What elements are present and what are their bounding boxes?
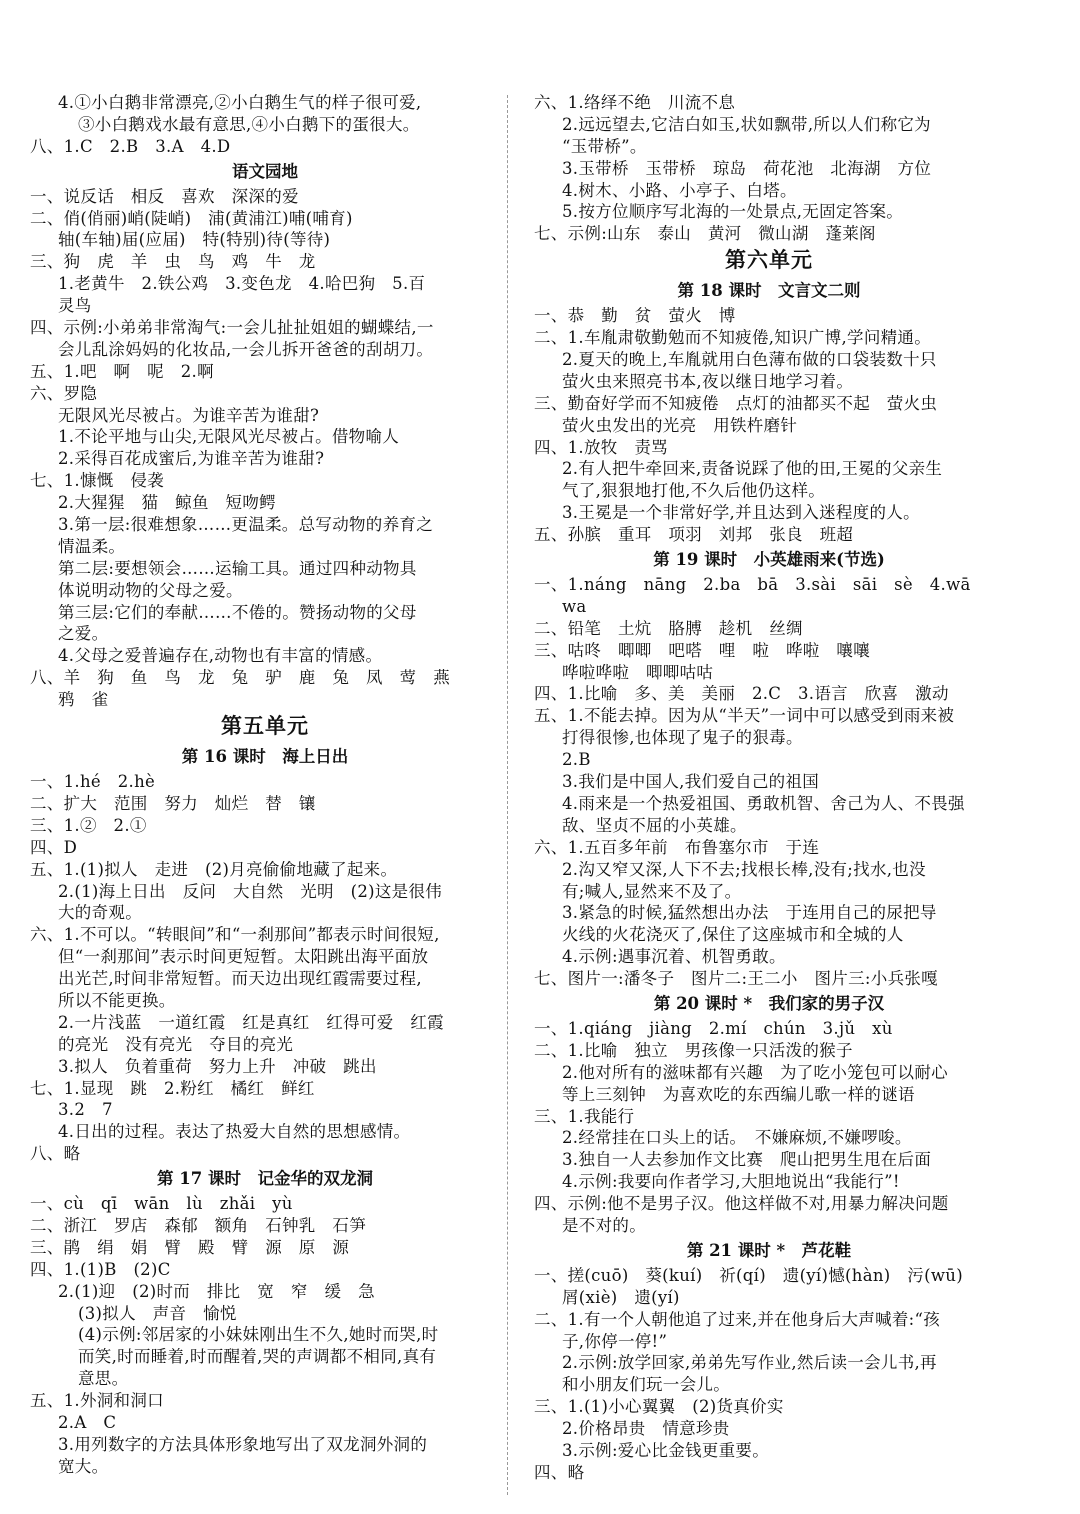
answer-line: 4.树木、小路、小亭子、白塔。	[562, 180, 797, 200]
answer-line: 3.独自一人去参加作文比赛 爬山把男生甩在后面	[562, 1150, 932, 1170]
answer-line: 二、铅笔 土炕 胳膊 趁机 丝绸	[534, 618, 803, 638]
answer-line: 一、恭 勤 贫 萤火 博	[534, 306, 736, 326]
answer-line: 之爱。	[58, 624, 109, 644]
answer-line: 八、羊 狗 鱼 鸟 龙 兔 驴 鹿 兔 凤 莺 燕	[30, 668, 450, 688]
answer-line: 三、1.② 2.①	[30, 815, 147, 835]
answer-line: 二、俏(俏丽)峭(陡峭) 浦(黄浦江)哺(哺育)	[30, 208, 353, 228]
answer-line: 五、孙膑 重耳 项羽 刘邦 张良 班超	[534, 525, 854, 545]
answer-line: 二、1.车胤肃敬勤勉而不知疲倦,知识广博,学问精通。	[534, 328, 932, 348]
answer-line: 四、示例:他不是男子汉。他这样做不对,用暴力解决问题	[534, 1194, 949, 1214]
answer-line: 和小朋友们玩一会儿。	[562, 1375, 730, 1395]
answer-line: 4.雨来是一个热爱祖国、勇敢机智、舍己为人、不畏强	[562, 793, 965, 813]
answer-line: 3.拟人 负着重荷 努力上升 冲破 跳出	[58, 1056, 377, 1076]
answer-line: 第三层:它们的奉献……不倦的。赞扬动物的父母	[58, 602, 417, 622]
answer-line: 2.远远望去,它洁白如玉,状如飘带,所以人们称它为	[562, 114, 931, 134]
answer-line: 五、1.吧 啊 呢 2.啊	[30, 361, 214, 381]
answer-line: 二、1.有一个人朝他追了过来,并在他身后大声喊着:“孩	[534, 1309, 941, 1329]
answer-line: 四、1.比喻 多、美 美丽 2.C 3.语言 欣喜 激动	[534, 684, 949, 704]
answer-line: 二、1.比喻 独立 男孩像一只活泼的猴子	[534, 1040, 853, 1060]
answer-line: 会儿乱涂妈妈的化妆品,一会儿拆开爸爸的刮胡刀。	[58, 339, 434, 359]
answer-line: 3.用列数字的方法具体形象地写出了双龙洞外洞的	[58, 1434, 428, 1454]
answer-line: 4.示例:遇事沉着、机智勇敢。	[562, 947, 786, 967]
answer-line: 气了,狠狠地打他,不久后他仍这样。	[562, 481, 826, 501]
answer-line: 八、略	[30, 1144, 81, 1164]
answer-line: 二、扩大 范围 努力 灿烂 替 镶	[30, 793, 316, 813]
answer-line: 七、示例:山东 泰山 黄河 微山湖 蓬莱阁	[534, 224, 876, 244]
answer-line: 4.示例:我要向作者学习,大胆地说出“我能行”!	[562, 1172, 900, 1192]
section-heading: 第 19 课时 小英雄雨来(节选)	[653, 550, 885, 570]
answer-line: 七、图片一:潘冬子 图片二:王二小 图片三:小兵张嘎	[534, 969, 938, 989]
answer-line: 等上三刻钟 为喜欢吃的东西编儿歌一样的谜语	[562, 1084, 915, 1104]
answer-line: 无限风光尽被占。为谁辛苦为谁甜?	[58, 405, 320, 425]
left-column	[30, 92, 500, 1478]
answer-line: 出光芒,时间非常短暂。而天边出现红霞需要过程,	[58, 969, 422, 989]
answer-line: 3.王冕是一个非常好学,并且达到入迷程度的人。	[562, 503, 920, 523]
section-heading: 第 17 课时 记金华的双龙洞	[157, 1169, 373, 1189]
answer-line: 3.示例:爱心比金钱更重要。	[562, 1440, 770, 1460]
answer-line: 六、罗隐	[30, 383, 98, 403]
answer-line: 3.2 7	[58, 1100, 113, 1120]
answer-line: 3.第一层:很难想象……更温柔。总写动物的养育之	[58, 515, 434, 535]
answer-line: 四、略	[534, 1462, 585, 1482]
answer-line: 2.采得百花成蜜后,为谁辛苦为谁甜?	[58, 449, 325, 469]
answer-line: 八、1.C 2.B 3.A 4.D	[30, 136, 231, 156]
answer-line: 萤火虫来照亮书本,夜以继日地学习着。	[562, 371, 854, 391]
answer-line: 一、cù qī wān lù zhǎi yù	[30, 1194, 293, 1214]
answer-line: 3.玉带桥 玉带桥 琼岛 荷花池 北海湖 方位	[562, 158, 932, 178]
answer-line: 5.按方位顺序写北海的一处景点,无固定答案。	[562, 202, 904, 222]
unit-heading: 第六单元	[725, 247, 813, 273]
answer-line: 四、1.放牧 责骂	[534, 437, 668, 457]
answer-line: 五、1.(1)拟人 走进 (2)月亮偷偷地藏了起来。	[30, 859, 398, 879]
answer-line: 五、1.外洞和洞口	[30, 1391, 164, 1411]
answer-line: 六、1.络绎不绝 川流不息	[534, 93, 736, 112]
answer-line: 情温柔。	[58, 536, 126, 556]
answer-line: 1.不论平地与山尖,无限风光尽被占。借物喻人	[58, 427, 400, 447]
answer-line: 2.(1)海上日出 反问 大自然 光明 (2)这是很伟	[58, 881, 443, 901]
answer-line: 意思。	[78, 1369, 129, 1389]
answer-line: 七、1.显现 跳 2.粉红 橘红 鲜红	[30, 1078, 315, 1098]
answer-line: 敌、坚贞不屈的小英雄。	[562, 815, 747, 835]
section-heading: 第 20 课时 * 我们家的男子汉	[653, 993, 885, 1013]
answer-line: 2.一片浅蓝 一道红霞 红是真红 红得可爱 红霞	[58, 1012, 444, 1032]
answer-line: 所以不能更换。	[58, 990, 176, 1010]
answer-line: ③小白鹅戏水最有意思,④小白鹅下的蛋很大。	[78, 114, 420, 134]
answer-line: 4.父母之爱普遍存在,动物也有丰富的情感。	[58, 646, 383, 666]
answer-line: 2.他对所有的滋味都有兴趣 为了吃小笼包可以耐心	[562, 1062, 948, 1082]
answer-line: wa	[562, 596, 587, 616]
column-divider	[507, 95, 508, 1495]
answer-line: 4.①小白鹅非常漂亮,②小白鹅生气的样子很可爱,	[58, 93, 422, 112]
answer-line: 一、1.hé 2.hè	[30, 772, 156, 792]
answer-line: 是不对的。	[562, 1215, 646, 1235]
answer-line: 四、D	[30, 837, 78, 857]
section-heading: 第 18 课时 文言文二则	[677, 281, 861, 301]
answer-line: 四、1.(1)B (2)C	[30, 1259, 171, 1279]
answer-line: 三、勤奋好学而不知疲倦 点灯的油都买不起 萤火虫	[534, 393, 938, 413]
answer-line: 灵鸟	[58, 296, 92, 316]
answer-line: 三、狗 虎 羊 虫 鸟 鸡 牛 龙	[30, 252, 316, 272]
answer-line: 四、示例:小弟弟非常淘气:一会儿扯扯姐姐的蝴蝶结,一	[30, 318, 434, 338]
answer-line: 但“一刹那间”表示时间更短暂。太阳跳出海平面放	[58, 947, 429, 967]
answer-line: 火线的火花浇灭了,保住了这座城市和全城的人	[562, 925, 904, 945]
answer-line: 六、1.不可以。“转眼间”和“一刹那间”都表示时间很短,	[30, 925, 440, 945]
answer-line: 2.有人把牛牵回来,责备说踩了他的田,王冕的父亲生	[562, 459, 943, 479]
section-heading: 第 16 课时 海上日出	[181, 747, 349, 767]
answer-line: 三、1.(1)小心翼翼 (2)货真价实	[534, 1397, 784, 1417]
answer-line: 打得很惨,也体现了鬼子的狠毒。	[562, 728, 803, 748]
answer-line: “玉带桥”。	[562, 136, 647, 156]
answer-line: 轴(车轴)届(应届) 特(特别)待(等待)	[58, 230, 331, 250]
answer-line: 三、咕咚 唧唧 吧嗒 哩 啦 哗啦 嚷嚷	[534, 640, 870, 660]
answer-line: 屑(xiè) 遗(yí)	[562, 1287, 680, 1307]
answer-line: 子,你停一停!”	[562, 1331, 668, 1351]
answer-line: 2.经常挂在口头上的话。 不嫌麻烦,不嫌啰唆。	[562, 1128, 912, 1148]
answer-line: 一、搓(cuō) 葵(kuí) 祈(qí) 遗(yí)憾(hàn) 污(wū)	[534, 1265, 963, 1285]
section-heading: 语文园地	[232, 161, 298, 181]
answer-line: 五、1.不能去掉。因为从“半天”一词中可以感受到雨来被	[534, 706, 955, 726]
answer-line: 有;喊人,显然来不及了。	[562, 881, 742, 901]
answer-line: 七、1.慷慨 侵袭	[30, 471, 164, 491]
answer-line: 二、浙江 罗店 森郁 额角 石钟乳 石笋	[30, 1215, 366, 1235]
answer-line: 鸦 雀	[58, 690, 109, 710]
answer-line: 2.(1)迎 (2)时而 排比 宽 窄 缓 急	[58, 1281, 375, 1301]
answer-line: (3)拟人 声音 愉悦	[78, 1303, 237, 1323]
answer-line: 体说明动物的父母之爱。	[58, 580, 243, 600]
answer-line: 2.价格昂贵 情意珍贵	[562, 1419, 730, 1439]
answer-line: 的亮光 没有亮光 夺目的亮光	[58, 1034, 294, 1054]
answer-line: 2.夏天的晚上,车胤就用白色薄布做的口袋装数十只	[562, 350, 937, 370]
unit-heading: 第五单元	[221, 713, 309, 739]
answer-line: 2.大猩猩 猫 鲸鱼 短吻鳄	[58, 493, 276, 513]
answer-line: 1.老黄牛 2.铁公鸡 3.变色龙 4.哈巴狗 5.百	[58, 274, 426, 294]
answer-line: 2.沟又窄又深,人下不去;找根长棒,没有;找水,也没	[562, 859, 926, 879]
section-heading: 第 21 课时 * 芦花鞋	[686, 1240, 852, 1260]
answer-line: 三、鹃 绢 娟 臂 殿 臂 源 原 源	[30, 1237, 350, 1257]
answer-line: 一、1.qiáng jiàng 2.mí chún 3.jǔ xù	[534, 1018, 893, 1038]
answer-line: 六、1.五百多年前 布鲁塞尔市 于连	[534, 837, 820, 857]
answer-line: (4)示例:邻居家的小妹妹刚出生不久,她时而哭,时	[78, 1325, 439, 1345]
answer-line: 哗啦哗啦 唧唧咕咕	[562, 662, 714, 682]
answer-line: 3.紧急的时候,猛然想出办法 于连用自己的尿把导	[562, 903, 937, 923]
answer-line: 萤火虫发出的光亮 用铁杵磨针	[562, 415, 798, 435]
answer-line: 一、说反话 相反 喜欢 深深的爱	[30, 186, 299, 206]
answer-line: 2.B	[562, 750, 591, 770]
right-column	[534, 92, 1004, 1484]
answer-line: 2.A C	[58, 1412, 117, 1432]
answer-line: 宽大。	[58, 1456, 109, 1476]
answer-line: 三、1.我能行	[534, 1106, 635, 1126]
answer-line: 3.我们是中国人,我们爱自己的祖国	[562, 772, 820, 792]
answer-line: 2.示例:放学回家,弟弟先写作业,然后读一会儿书,再	[562, 1353, 937, 1373]
answer-line: 一、1.náng nāng 2.ba bā 3.sài sāi sè 4.wā	[534, 575, 971, 595]
answer-line: 而笑,时而睡着,时而醒着,哭的声调都不相同,真有	[78, 1347, 437, 1367]
answer-line: 第二层:要想领会……运输工具。通过四种动物具	[58, 558, 417, 578]
answer-line: 4.日出的过程。表达了热爱大自然的思想感情。	[58, 1122, 411, 1142]
answer-line: 大的奇观。	[58, 903, 142, 923]
